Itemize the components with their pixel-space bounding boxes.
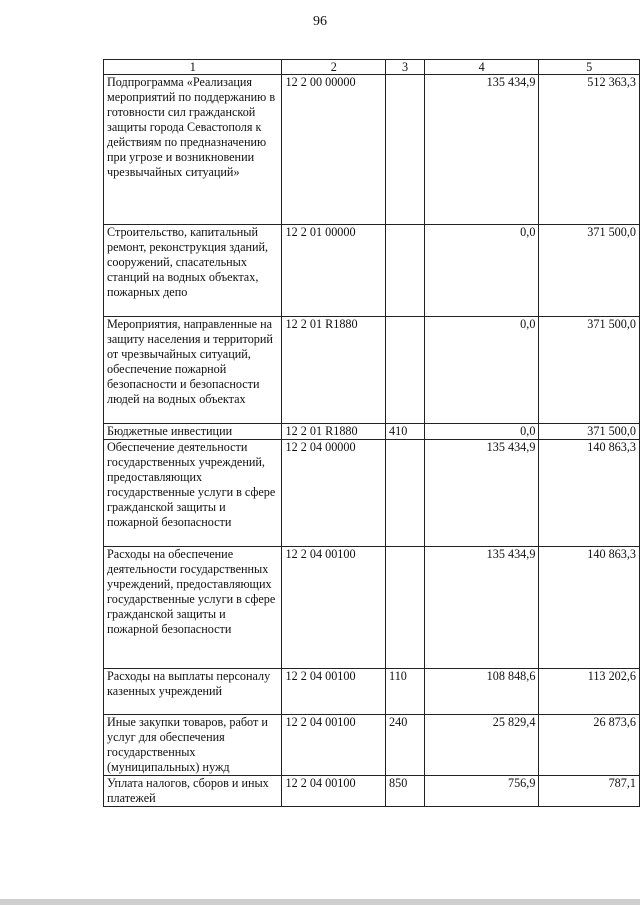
row-code-cell: 12 2 01 R1880: [282, 317, 386, 424]
table-row: [104, 669, 640, 715]
row-name-cell: Расходы на выплаты персоналу казенных учреждений: [104, 669, 282, 715]
row-value-1-cell: 0,0: [424, 424, 538, 440]
table-row: [104, 715, 640, 776]
row-code-cell: 12 2 01 R1880: [282, 424, 386, 440]
row-value-2-cell: 371 500,0: [539, 225, 640, 317]
row-value-1-cell: 135 434,9: [424, 440, 538, 547]
row-type-cell: [386, 75, 425, 225]
row-value-2-cell: 371 500,0: [539, 424, 640, 440]
row-type-cell: [386, 317, 425, 424]
column-header: 1: [104, 60, 282, 75]
row-code-cell: 12 2 04 00000: [282, 440, 386, 547]
row-name-cell: Расходы на обеспечение деятельности государственных учреждений, предоставляющих государственные услуги в сфере гражданской защиты и пожарной безопасности: [104, 547, 282, 669]
row-type-cell: 850: [386, 776, 425, 807]
row-value-2-cell: 26 873,6: [539, 715, 640, 776]
row-name-cell: Подпрограмма «Реализация мероприятий по поддержанию в готовности сил гражданской защиты города Севастополя к действиям по предназначению при угрозе и возникновении чрезвычайных ситуаций»: [104, 75, 282, 225]
row-type-cell: [386, 440, 425, 547]
row-value-2-cell: 512 363,3: [539, 75, 640, 225]
row-value-1-cell: 25 829,4: [424, 715, 538, 776]
table-row: [104, 424, 640, 440]
budget-table: [103, 59, 640, 807]
row-value-1-cell: 108 848,6: [424, 669, 538, 715]
row-value-1-cell: 0,0: [424, 317, 538, 424]
row-name-cell: Иные закупки товаров, работ и услуг для обеспечения государственных (муниципальных) нужд: [104, 715, 282, 776]
row-type-cell: 240: [386, 715, 425, 776]
row-code-cell: 12 2 04 00100: [282, 776, 386, 807]
table-row: [104, 317, 640, 424]
row-value-2-cell: 140 863,3: [539, 440, 640, 547]
row-code-cell: 12 2 00 00000: [282, 75, 386, 225]
row-name-cell: Строительство, капитальный ремонт, реконструкция зданий, сооружений, спасательных станций на водных объектах, пожарных депо: [104, 225, 282, 317]
row-value-2-cell: 371 500,0: [539, 317, 640, 424]
table-row: [104, 776, 640, 807]
row-name-cell: Обеспечение деятельности государственных учреждений, предоставляющих государственные услуги в сфере гражданской защиты и пожарной безопасности: [104, 440, 282, 547]
row-value-1-cell: 0,0: [424, 225, 538, 317]
row-code-cell: 12 2 01 00000: [282, 225, 386, 317]
table-row: [104, 225, 640, 317]
row-code-cell: 12 2 04 00100: [282, 547, 386, 669]
column-header: 5: [539, 60, 640, 75]
row-name-cell: Мероприятия, направленные на защиту населения и территорий от чрезвычайных ситуаций, обеспечение пожарной безопасности и безопасности людей на водных объектах: [104, 317, 282, 424]
column-header: 3: [386, 60, 425, 75]
table-row: [104, 440, 640, 547]
row-value-1-cell: 135 434,9: [424, 75, 538, 225]
row-name-cell: Бюджетные инвестиции: [104, 424, 282, 440]
row-code-cell: 12 2 04 00100: [282, 669, 386, 715]
row-value-1-cell: 756,9: [424, 776, 538, 807]
row-value-2-cell: 113 202,6: [539, 669, 640, 715]
table-row: [104, 75, 640, 225]
row-type-cell: 410: [386, 424, 425, 440]
table-header-row: [104, 60, 640, 75]
row-name-cell: Уплата налогов, сборов и иных платежей: [104, 776, 282, 807]
row-value-2-cell: 140 863,3: [539, 547, 640, 669]
scan-bottom-edge: [0, 899, 640, 905]
row-type-cell: 110: [386, 669, 425, 715]
row-code-cell: 12 2 04 00100: [282, 715, 386, 776]
row-value-1-cell: 135 434,9: [424, 547, 538, 669]
row-type-cell: [386, 547, 425, 669]
row-value-2-cell: 787,1: [539, 776, 640, 807]
column-header: 4: [424, 60, 538, 75]
row-type-cell: [386, 225, 425, 317]
column-header: 2: [282, 60, 386, 75]
page-number: 96: [313, 14, 327, 29]
table-row: [104, 547, 640, 669]
